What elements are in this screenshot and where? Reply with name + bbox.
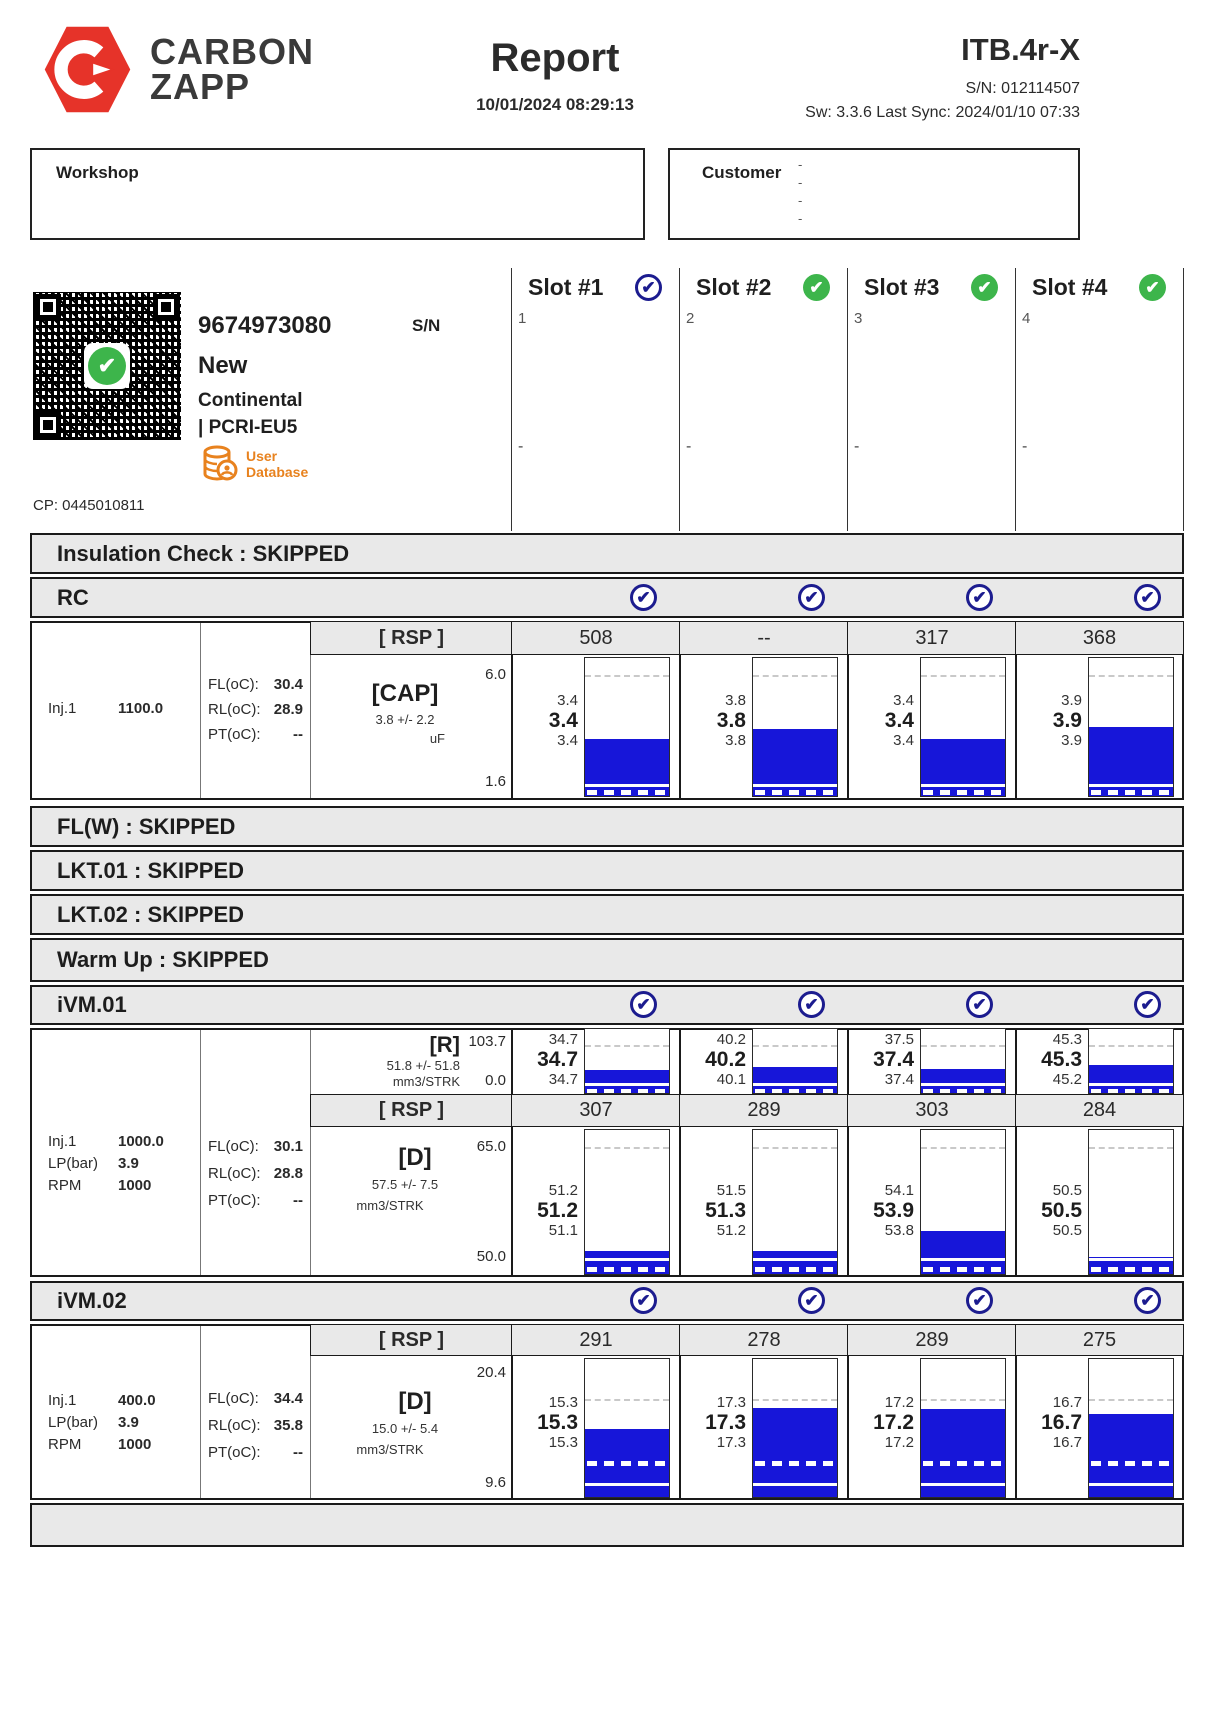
slot3-check-icon: ✔	[971, 274, 998, 301]
rc-cap-slot2-bar-chart	[752, 657, 838, 797]
ivm01-param3-label: RPM	[48, 1177, 82, 1194]
customer-lines	[798, 156, 802, 228]
ivm02-d-slot4-bar-chart	[1088, 1358, 1174, 1498]
qr-verified-check-icon: ✔	[84, 343, 130, 389]
value-min: 3.9	[1061, 732, 1082, 749]
brand-line-1: CARBON	[150, 31, 314, 72]
ivm01-r-slot2-values	[682, 1031, 746, 1088]
customer-line: -	[798, 211, 803, 226]
rc-cap-unit: uF	[429, 731, 445, 746]
ivm02-slot3-check-icon: ✔	[966, 1287, 993, 1314]
value-avg: 51.2	[537, 1199, 578, 1222]
ivm01-rl-value: 28.8	[273, 1165, 303, 1182]
carbon-zapp-logo-icon	[40, 22, 135, 117]
ivm01-slot2-check-icon: ✔	[798, 991, 825, 1018]
slot1-header-label: Slot #1	[528, 274, 604, 300]
value-avg: 3.9	[1052, 709, 1082, 732]
rc-cap-scale-top: 6.0	[485, 666, 506, 683]
value-avg: 17.3	[705, 1411, 746, 1434]
ivm01-r-slot1-bar-chart	[584, 1028, 670, 1094]
ivm02-fl-label: FL(oC):	[208, 1390, 259, 1407]
ivm01-col-divider	[200, 1030, 201, 1275]
ivm01-r-name: [R]	[429, 1032, 460, 1057]
ivm01-slot-divider	[679, 1028, 681, 1277]
slot4-check-icon: ✔	[1139, 274, 1166, 301]
ivm02-d-slot2-values	[682, 1394, 746, 1451]
report-title: Report	[490, 36, 620, 80]
slot1-check-icon: ✔	[635, 274, 662, 301]
value-avg: 3.4	[548, 709, 578, 732]
device-serial: S/N: 012114507	[965, 80, 1080, 97]
ivm01-r-unit: mm3/STRK	[392, 1074, 460, 1089]
ivm01-r-slot4-values	[1018, 1031, 1082, 1088]
rc-col-divider	[200, 623, 201, 798]
value-min: 34.7	[548, 1071, 578, 1088]
value-avg: 17.2	[873, 1411, 914, 1434]
slot4-number: 4	[1022, 310, 1031, 327]
ivm02-param2-label: LP(bar)	[48, 1414, 99, 1431]
ivm01-d-name: [D]	[398, 1144, 432, 1171]
value-max: 37.5	[884, 1031, 914, 1048]
ivm01-pt-label: PT(oC):	[208, 1192, 261, 1209]
slot-table-divider	[847, 268, 848, 531]
workshop-box	[30, 148, 645, 240]
rc-slot1-check-icon: ✔	[630, 584, 657, 611]
report-datetime: 10/01/2024 08:29:13	[476, 95, 634, 114]
slot-table-divider	[679, 268, 680, 531]
ivm01-r-slot4-bar-chart	[1088, 1028, 1174, 1094]
ivm02-d-slot3-values	[850, 1394, 914, 1451]
value-min: 51.2	[716, 1222, 746, 1239]
ivm01-row	[30, 985, 1184, 1025]
lkt01-row	[30, 850, 1184, 891]
rc-rl-label: RL(oC):	[208, 701, 261, 718]
lkt02-title: LKT.02 : SKIPPED	[57, 901, 245, 927]
value-min: 15.3	[548, 1434, 578, 1451]
ivm01-r-scale-bottom: 0.0	[485, 1072, 506, 1089]
ivm01-d-slot4-values	[1018, 1182, 1082, 1239]
rc-cap-slot3-bar-chart	[920, 657, 1006, 797]
customer-line: -	[798, 193, 803, 208]
ivm01-d-slot3-values	[850, 1182, 914, 1239]
user-db-label-2: Database	[246, 464, 309, 480]
ivm01-d-tolerance: 57.5 +/- 7.5	[371, 1177, 439, 1192]
ivm01-fl-label: FL(oC):	[208, 1138, 259, 1155]
ivm02-param3-label: RPM	[48, 1436, 82, 1453]
slot1-dash: -	[518, 438, 524, 455]
value-avg: 15.3	[537, 1411, 578, 1434]
flw-row	[30, 806, 1184, 847]
ivm01-rsp-slot1: 307	[511, 1094, 681, 1127]
ivm01-slot-divider	[1015, 1028, 1017, 1277]
ivm01-r-slot2-bar-chart	[752, 1028, 838, 1094]
rc-fl-value: 30.4	[273, 676, 303, 693]
bar-fill	[921, 739, 1005, 796]
ivm02-d-slot2-bar-chart	[752, 1358, 838, 1498]
customer-line: -	[798, 157, 803, 172]
rc-rl-value: 28.9	[273, 701, 303, 718]
value-max: 50.5	[1052, 1182, 1082, 1199]
footer-bar	[30, 1503, 1184, 1547]
slot-table-divider	[1183, 268, 1184, 531]
ivm02-pt-value: --	[293, 1444, 303, 1461]
ivm01-d-slot2-bar-chart	[752, 1129, 838, 1275]
ivm01-rsp-label-cell: [ RSP ]	[310, 1094, 513, 1127]
device-sw-sync: Sw: 3.3.6 Last Sync: 2024/01/10 07:33	[805, 104, 1080, 121]
rc-cap-slot4-values	[1018, 692, 1082, 749]
value-min: 37.4	[884, 1071, 914, 1088]
ivm01-param2-label: LP(bar)	[48, 1155, 99, 1172]
ivm02-slot2-check-icon: ✔	[798, 1287, 825, 1314]
ivm01-rl-label: RL(oC):	[208, 1165, 261, 1182]
ivm02-d-slot3-bar-chart	[920, 1358, 1006, 1498]
ivm01-r-scale-top: 103.7	[468, 1033, 506, 1050]
lkt01-title: LKT.01 : SKIPPED	[57, 857, 245, 883]
lkt02-row	[30, 894, 1184, 935]
value-max: 3.8	[725, 692, 746, 709]
value-max: 51.5	[716, 1182, 746, 1199]
slot2-check-icon: ✔	[803, 274, 830, 301]
injector-serial-caption: S/N	[412, 316, 441, 335]
ivm02-slot4-check-icon: ✔	[1134, 1287, 1161, 1314]
rc-rsp-slot2: --	[679, 621, 849, 655]
ivm01-r-slot1-values	[514, 1031, 578, 1088]
slot3-header-label: Slot #3	[864, 274, 940, 300]
ivm02-slot1-check-icon: ✔	[630, 1287, 657, 1314]
rc-pt-value: --	[293, 726, 303, 743]
value-min: 3.4	[893, 732, 914, 749]
rc-rsp-slot4: 368	[1015, 621, 1184, 655]
value-max: 15.3	[548, 1394, 578, 1411]
ivm01-d-slot1-bar-chart	[584, 1129, 670, 1275]
qr-finder	[35, 412, 61, 438]
slot2-dash: -	[686, 438, 692, 455]
value-max: 3.4	[893, 692, 914, 709]
value-avg: 50.5	[1041, 1199, 1082, 1222]
value-min: 17.2	[884, 1434, 914, 1451]
rc-fl-label: FL(oC):	[208, 676, 259, 693]
ivm02-d-scale-top: 20.4	[476, 1364, 506, 1381]
value-max: 51.2	[548, 1182, 578, 1199]
rc-slot2-check-icon: ✔	[798, 584, 825, 611]
slot2-header-label: Slot #2	[696, 274, 772, 300]
injector-qr-code	[33, 292, 181, 440]
ivm01-d-scale-bottom: 50.0	[476, 1248, 506, 1265]
ivm01-rsp-slot2: 289	[679, 1094, 849, 1127]
value-avg: 3.8	[716, 709, 746, 732]
value-max: 45.3	[1052, 1031, 1082, 1048]
value-min: 50.5	[1052, 1222, 1082, 1239]
ivm02-d-name: [D]	[398, 1388, 432, 1415]
value-min: 3.4	[557, 732, 578, 749]
injector-condition: New	[198, 352, 248, 379]
ivm02-rsp-label-cell: [ RSP ]	[310, 1324, 513, 1356]
ivm02-rsp-slot3: 289	[847, 1324, 1017, 1356]
ivm02-rl-value: 35.8	[273, 1417, 303, 1434]
value-avg: 53.9	[873, 1199, 914, 1222]
value-min: 51.1	[548, 1222, 578, 1239]
ivm02-d-scale-bottom: 9.6	[485, 1474, 506, 1491]
ivm01-d-unit: mm3/STRK	[356, 1198, 424, 1213]
slot2-number: 2	[686, 310, 695, 327]
value-min: 45.2	[1052, 1071, 1082, 1088]
value-max: 3.4	[557, 692, 578, 709]
ivm02-rsp-slot2: 278	[679, 1324, 849, 1356]
ivm01-fl-value: 30.1	[273, 1138, 303, 1155]
ivm01-pt-value: --	[293, 1192, 303, 1209]
ivm01-r-tolerance: 51.8 +/- 51.8	[386, 1058, 460, 1073]
value-max: 3.9	[1061, 692, 1082, 709]
rc-rsp-slot3: 317	[847, 621, 1017, 655]
ivm02-d-tolerance: 15.0 +/- 5.4	[371, 1421, 439, 1436]
customer-label: Customer	[702, 163, 782, 182]
brand-line-2: ZAPP	[150, 66, 251, 107]
ivm01-rsp-slot4: 284	[1015, 1094, 1184, 1127]
slot3-number: 3	[854, 310, 863, 327]
ivm01-d-slot1-values	[514, 1182, 578, 1239]
device-model: ITB.4r-X	[961, 32, 1080, 67]
injector-type: | PCRI-EU5	[198, 417, 298, 438]
ivm01-rsp-slot3: 303	[847, 1094, 1017, 1127]
rc-slot3-check-icon: ✔	[966, 584, 993, 611]
rc-inj-value: 1100.0	[118, 700, 164, 717]
ivm01-d-scale-top: 65.0	[476, 1138, 506, 1155]
value-min: 16.7	[1052, 1434, 1082, 1451]
value-avg: 40.2	[705, 1048, 746, 1071]
warmup-row	[30, 938, 1184, 982]
rc-cap-name: [CAP]	[371, 680, 439, 707]
value-min: 53.8	[884, 1222, 914, 1239]
rc-cap-slot1-bar-chart	[584, 657, 670, 797]
rc-title: RC	[57, 584, 89, 610]
rc-row	[30, 577, 1184, 618]
value-max: 54.1	[884, 1182, 914, 1199]
ivm02-rl-label: RL(oC):	[208, 1417, 261, 1434]
ivm02-col-divider	[200, 1326, 201, 1498]
qr-finder	[35, 294, 61, 320]
rc-rsp-slot1: 508	[511, 621, 681, 655]
ivm02-param3-value: 1000	[118, 1436, 152, 1453]
ivm01-param1-label: Inj.1	[48, 1133, 77, 1150]
ivm02-fl-value: 34.4	[273, 1390, 303, 1407]
ivm02-d-slot4-values	[1018, 1394, 1082, 1451]
ivm02-row	[30, 1281, 1184, 1321]
ivm01-slot3-check-icon: ✔	[966, 991, 993, 1018]
slot4-header-label: Slot #4	[1032, 274, 1108, 300]
value-max: 16.7	[1052, 1394, 1082, 1411]
rc-cap-slot2-values	[682, 692, 746, 749]
ivm02-param1-value: 400.0	[118, 1392, 156, 1409]
ivm02-param1-label: Inj.1	[48, 1392, 77, 1409]
ivm01-slot1-check-icon: ✔	[630, 991, 657, 1018]
ivm01-d-slot2-values	[682, 1182, 746, 1239]
ivm02-d-slot1-values	[514, 1394, 578, 1451]
ivm02-pt-label: PT(oC):	[208, 1444, 261, 1461]
ivm02-rsp-slot1: 291	[511, 1324, 681, 1356]
customer-box	[668, 148, 1080, 240]
injector-serial: 9674973080	[198, 312, 332, 339]
brand-text	[150, 31, 314, 107]
rc-pt-label: PT(oC):	[208, 726, 261, 743]
rc-cap-tolerance: 3.8 +/- 2.2	[375, 712, 435, 727]
ivm02-d-unit: mm3/STRK	[356, 1442, 424, 1457]
rc-cap-scale-bottom: 1.6	[485, 773, 506, 790]
ivm02-param2-value: 3.9	[118, 1414, 139, 1431]
value-avg: 51.3	[705, 1199, 746, 1222]
slot-table-divider	[511, 268, 512, 531]
rc-cap-slot4-bar-chart	[1088, 657, 1174, 797]
bar-fill	[585, 739, 669, 796]
user-database-icon	[200, 444, 240, 484]
ivm01-title: iVM.01	[57, 992, 127, 1017]
slot3-dash: -	[854, 438, 860, 455]
rc-rsp-label-cell: [ RSP ]	[310, 621, 513, 655]
value-avg: 34.7	[537, 1048, 578, 1071]
qr-finder	[153, 294, 179, 320]
slot-table-divider	[1015, 268, 1016, 531]
ivm01-slot4-check-icon: ✔	[1134, 991, 1161, 1018]
injector-cp-code: CP: 0445010811	[33, 497, 145, 514]
slot1-number: 1	[518, 310, 527, 327]
ivm01-param2-value: 3.9	[118, 1155, 139, 1172]
insulation-check-title: Insulation Check : SKIPPED	[57, 540, 350, 566]
ivm02-d-slot1-bar-chart	[584, 1358, 670, 1498]
ivm01-slot-divider	[511, 1028, 513, 1277]
value-max: 17.2	[884, 1394, 914, 1411]
user-db-label-1: User	[246, 448, 278, 464]
value-max: 34.7	[548, 1031, 578, 1048]
ivm01-slot-divider	[847, 1028, 849, 1277]
flw-title: FL(W) : SKIPPED	[57, 813, 236, 839]
customer-line: -	[798, 175, 803, 190]
rc-cap-slot3-values	[850, 692, 914, 749]
rc-cap-slot1-values	[514, 692, 578, 749]
insulation-check-row	[30, 533, 1184, 574]
slot4-dash: -	[1022, 438, 1028, 455]
ivm01-d-slot3-bar-chart	[920, 1129, 1006, 1275]
ivm02-title: iVM.02	[57, 1288, 127, 1313]
value-min: 40.1	[716, 1071, 746, 1088]
ivm01-r-slot3-bar-chart	[920, 1028, 1006, 1094]
warmup-title: Warm Up : SKIPPED	[57, 947, 269, 972]
rc-slot4-check-icon: ✔	[1134, 584, 1161, 611]
value-min: 17.3	[716, 1434, 746, 1451]
value-avg: 37.4	[873, 1048, 914, 1071]
value-max: 17.3	[716, 1394, 746, 1411]
rc-inj-label: Inj.1	[48, 700, 77, 717]
ivm01-param3-value: 1000	[118, 1177, 152, 1194]
value-max: 40.2	[716, 1031, 746, 1048]
injector-manufacturer: Continental	[198, 390, 303, 411]
ivm02-rsp-slot4: 275	[1015, 1324, 1184, 1356]
workshop-label: Workshop	[56, 163, 139, 182]
value-min: 3.8	[725, 732, 746, 749]
ivm01-d-slot4-bar-chart	[1088, 1129, 1174, 1275]
value-avg: 3.4	[884, 709, 914, 732]
value-avg: 45.3	[1041, 1048, 1082, 1071]
value-avg: 16.7	[1041, 1411, 1082, 1434]
ivm01-r-slot3-values	[850, 1031, 914, 1088]
ivm01-param1-value: 1000.0	[118, 1133, 164, 1150]
